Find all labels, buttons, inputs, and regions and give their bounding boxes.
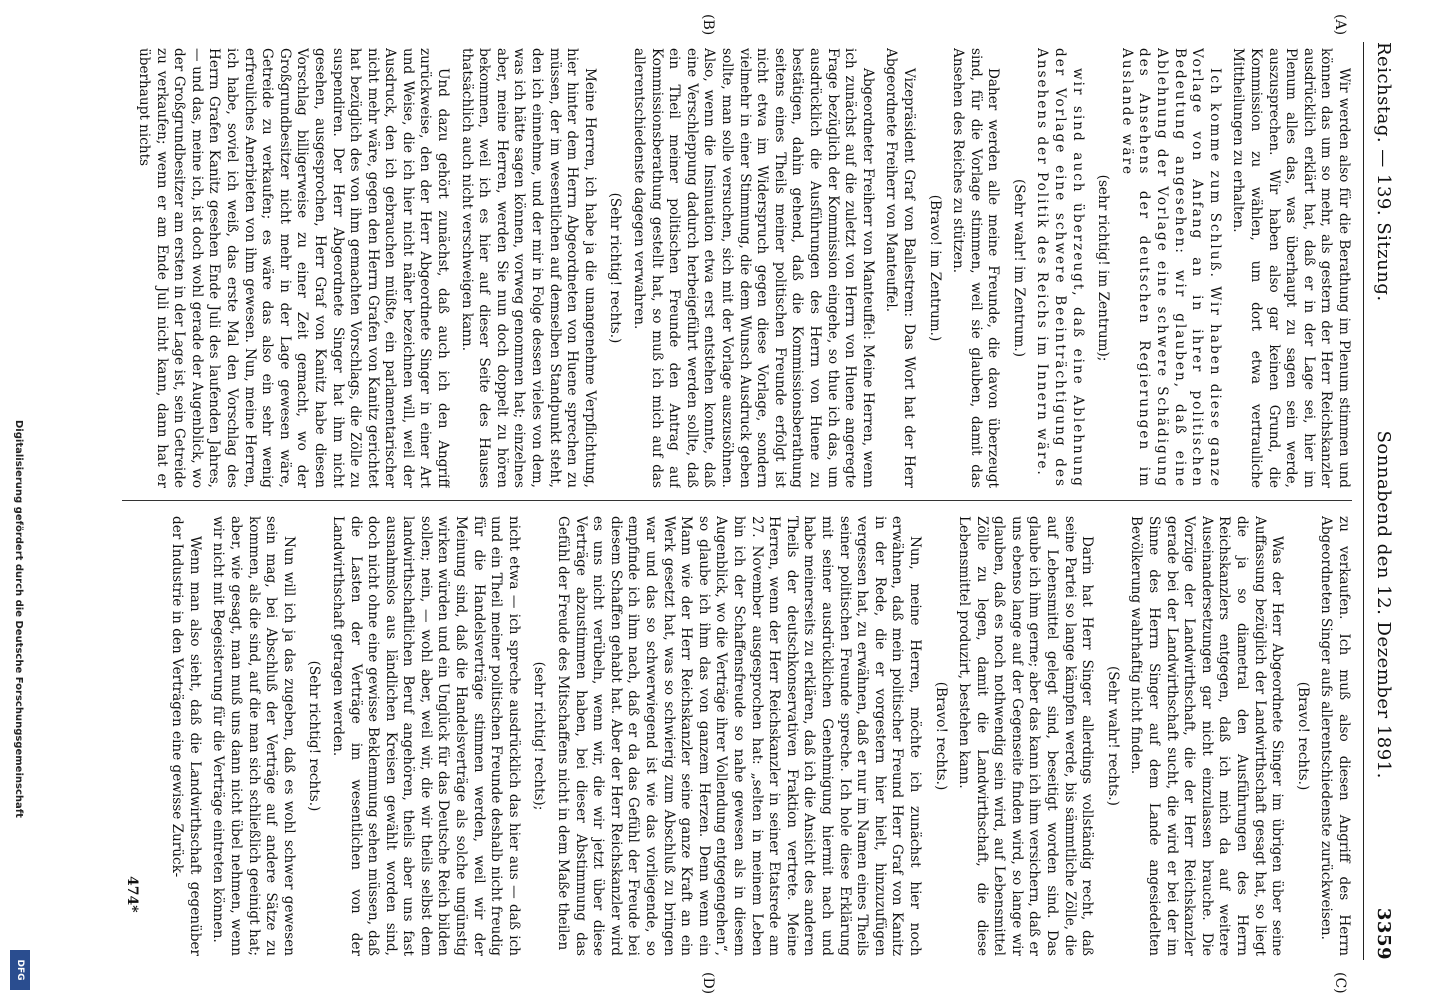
paragraph: nicht etwa — ich spreche ausdrücklich das hier aus — daß ich und ein Theil meiner politischen Freunde deshalb nicht freudig für die Handelsverträge stimmen werden, weil wir der Meinung sind, daß die Handelsverträge als solche ungünstig wirken würden und ein Unglück für das Deutsche Reich bilden sollen; nein, — wohl aber, weil wir, die wir theils selbst dem landwirthschaftlichen Beruf angehören, theils aber uns fast ausnahmslos aus ländlichen Kreisen gewählt worden sind, doch nicht ohne eine gewisse Beklemmung sehen müssen, daß die Lasten der Verträge im wesentlichen von der Landwirthschaft getragen werden.: [329, 516, 522, 956]
digitization-credit: Digitalisierung gefördert durch die Deutsche Forschungsgemeinschaft: [13, 420, 24, 818]
interjection: (Sehr richtig! rechts.): [306, 660, 323, 812]
paragraph: zu verkaufen. Ich muß also diesen Angriff des Herrn Abgeordneten Singer aufs allerentschiedenste zurückweisen.: [1318, 516, 1352, 956]
interjection: (Bravo! rechts.): [1294, 681, 1311, 791]
paragraph: Wenn man also sieht, daß die Landwirthschaft gegenüber der Industrie in den Verträgen eine gewisse Zurück-: [169, 516, 203, 956]
interjection: (sehr richtig! im Zentrum);: [1095, 174, 1112, 362]
speaker-announcement: Vizepräsident Graf von Ballestrem: Das Wort hat der Herr Abgeordnete Freiherr von Manteuffel.: [883, 48, 917, 488]
header-date: Sonnabend den 12. Dezember 1891.: [1373, 430, 1394, 779]
page-header: [1363, 42, 1394, 960]
interjection: (Sehr richtig! rechts.): [607, 192, 624, 344]
paragraph: Daher werden alle meine Freunde, die davon überzeugt sind, für die Vorlage stimmen, weil sie glauben, damit das Ansehen des Reiches zu stützen.: [950, 48, 1002, 488]
page-number: 3359: [1373, 907, 1394, 960]
interjection: (sehr richtig! rechts);: [531, 661, 548, 811]
margin-mark-b: (B): [700, 14, 716, 36]
paragraph: Nun will ich ja das zugeben, daß es wohl schwer gewesen sein mag, bei Abschluß der Verträge auf andere Sätze zu kommen, als die sind, auf die man sich schließlich geeinigt hat; aber, wie gesagt, man muß uns dann nicht übel nehmen, wenn wir nicht mit Begeisterung für die Verträge eintreten können.: [210, 516, 297, 956]
margin-mark-d: (D): [700, 972, 716, 995]
interjection: (Sehr wahr! im Zentrum.): [1010, 178, 1027, 358]
paragraph: Meine Herren, ich habe ja die unangenehme Verpflichtung, hier hinter dem Herrn Abgeordneten von Huene sprechen zu müssen, der im wesentlichen auf demselben Standpunkt steht, den ich einnehme, und der mir in Folge dessen vieles von dem, was ich hätte sagen können, vorweg genommen hat; einzelnes aber, meine Herren, werden Sie nun doch doppelt zu hören bekommen, weil ich es hier auf dieser Seite des Hauses thatsächlich auch nicht verschweigen kann.: [458, 48, 598, 488]
paragraph: Wir werden also für die Berathung im Plenum stimmen und können das um so mehr, als gestern der Herr Reichskanzler ausdrücklich erklärt hat, daß er in der Lage sei, hier im Plenum alles das, was überhaupt zu sagen sein werde, auszusprechen. Wir haben also gar keinen Grund, die Kommission zu wählen, um dort etwa vertrauliche Mittheilungen zu erhalten.: [1230, 48, 1352, 488]
interjection: (Bravo! rechts.): [932, 681, 949, 791]
paragraph: Nun, meine Herren, möchte ich zunächst hier noch erwähnen, daß mein politischer Freund Herr Graf von Kanitz in der Rede, die er vorgestern hier hielt, hinzuzufügen vergessen hat, zu erwähnen, daß er nur im Namen eines Theils seiner politischen Freunde spreche. Ich hole diese Erklärung mit seiner ausdrücklichen Genehmigung hiermit nach und habe meinerseits zu erklären, daß ich die Ansicht des anderen Theils der deutschkonservativen Fraktion vertrete. Meine Herren, wenn der Herr Reichskanzler in seiner Etatsrede am 27. November ausgesprochen hat: „selten in meinem Leben bin ich der Schaffensfreude so nahe gewesen als in diesem Augenblick, wo die Verträge ihrer Vollendung entgegengehen“, so glaube ich ihm das von ganzem Herzen. Denn wenn ein Mann wie der Herr Reichskanzler seine ganze Kraft an ein Werk gesetzt hat, was so schwierig zum Abschluß zu bringen war und das so schwerwiegend ist wie das vorliegende, so empfinde ich ihm nach, daß er da das Gefühl der Freude bei diesem Schaffen gehabt hat. Aber der Herr Reichskanzler wird es uns nicht verübeln, wenn wir, die wir jetzt über diese Verträge abzustimmen haben, bei dieser Abstimmung das Gefühl der Freude des Mitschaffens nicht in dem Maße theilen: [555, 516, 923, 956]
paragraph: Darin hat Herr Singer allerdings vollständig recht, daß seine Partei so lange kämpfen werde, bis sämmtliche Zölle, die auf Lebensmittel gelegt sind, beseitigt worden sind. Das glaube ich ihm gerne; aber das kann ich ihm versichern, daß er uns ebenso lange auf der Gegenseite finden wird, so lange wir glauben, daß es noch nothwendig sein wird, auf Lebensmittel Zölle zu legen, damit die Landwirthschaft, die diese Lebensmittel produzirt, bestehen kann.: [956, 516, 1096, 956]
paragraph: Und dazu gehört zunächst, daß auch ich den Angriff zurückweise, den der Herr Abgeordnete Singer in einer Art und Weise, die ich hier nicht näher bezeichnen will, weil der Ausdruck, den ich gebrauchen müßte, ein parlamentarischer nicht mehr wäre, gegen den Herrn Grafen von Kanitz gerichtet hat bezüglich des von ihm gemachten Vorschlags, die Zölle zu suspendiren. Der Herr Abgeordnete Singer hat ihm nicht gesehen, ausgesprochen, Herr Graf von Kanitz habe diesen Vorschlag billigerweise zu einer Zeit gemacht, wo der Großgrundbesitzer nicht mehr in der Lage gewesen wäre, Getreide zu verkaufen; es wäre das also ein sehr wenig erfreuliches Anerbieten von ihm gewesen. Nun, meine Herren, ich habe, soviel ich weiß, das erste Mal den Vorschlag des Herrn Grafen Kanitz gesehen Ende Juli des laufenden Jahres, — und das, meine ich, ist doch wohl gerade der Augenblick, wo der Großgrundbesitzer am ersten in der Lage ist, sein Getreide zu verkaufen; wenn er am Ende Juli nicht kann, dann hat er überhaupt nichts: [136, 48, 452, 488]
column-divider: [122, 500, 1352, 501]
right-column: [112, 516, 1352, 956]
left-column: [112, 48, 1352, 488]
interjection: (Sehr wahr! rechts.): [1104, 666, 1121, 806]
paragraph: wir sind auch überzeugt, daß eine Ablehnung der Vorlage eine schwere Beeinträchtigung des Ansehens der Politik des Reichs im Innern wäre.: [1034, 48, 1086, 488]
paragraph: Ich komme zum Schluß. Wir haben diese ganze Vorlage von Anfang an in ihrer politischen Bedeutung angesehen: wir glauben, daß eine Ablehnung der Vorlage eine schwere Schädigung des Ansehens der deutschen Regierungen im Auslande wäre: [1118, 48, 1223, 488]
margin-mark-c: (C): [1332, 972, 1348, 994]
signature-mark: 474*: [124, 876, 140, 913]
paragraph: Was der Herr Abgeordnete Singer im übrigen über seine Auffassung bezüglich der Landwirthschaft gesagt hat, so liegt die ja so diametral den Ausführungen des Herrn Reichskanzlers entgegen, daß ich mich da auf weitere Auseinandersetzungen gar nicht einzulassen brauche. Die Vorzüge der Landwirthschaft, die der Herr Reichskanzler gerade bei der Landwirthschaft sucht, die wird er bei der im Sinne des Herrn Singer auf dem Lande angesiedelten Bevölkerung wahrhaftig nicht finden.: [1128, 516, 1286, 956]
interjection: (Bravo! im Zentrum.): [926, 194, 943, 342]
margin-mark-a: (A): [1332, 14, 1348, 36]
paragraph: Abgeordneter Freiherr von Manteuffel: Meine Herren, wenn ich zunächst auf die zuletzt von Herrn von Huene angeregte Frage bezüglich der Kommission eingehe, so thue ich das, um ausdrücklich die Ausführungen des Herrn von Huene zu bestätigen, dahin gehend, daß die Kommissionsberathung seitens eines Theils meiner politischen Freunde erfolgt ist nicht etwa im Widerspruch gegen diese Vorlage, sondern vielmehr in einer Stimmung, die dem Wunsch Ausdruck geben sollte, man solle versuchen, sich mit der Vorlage auszusöhnen. Also, wenn die Insinuation etwa erst entstehen konnte, daß eine Verschleppung dadurch herbeigeführt werden sollte, daß ein Theil meiner politischen Freunde den Antrag auf Kommissionsberathung gestellt hat, so muß ich mich auf das allerentschiedenste dagegen verwahren.: [631, 48, 876, 488]
dfg-logo: DFG: [10, 950, 30, 990]
header-session-title: Reichstag. — 139. Sitzung.: [1373, 42, 1394, 302]
